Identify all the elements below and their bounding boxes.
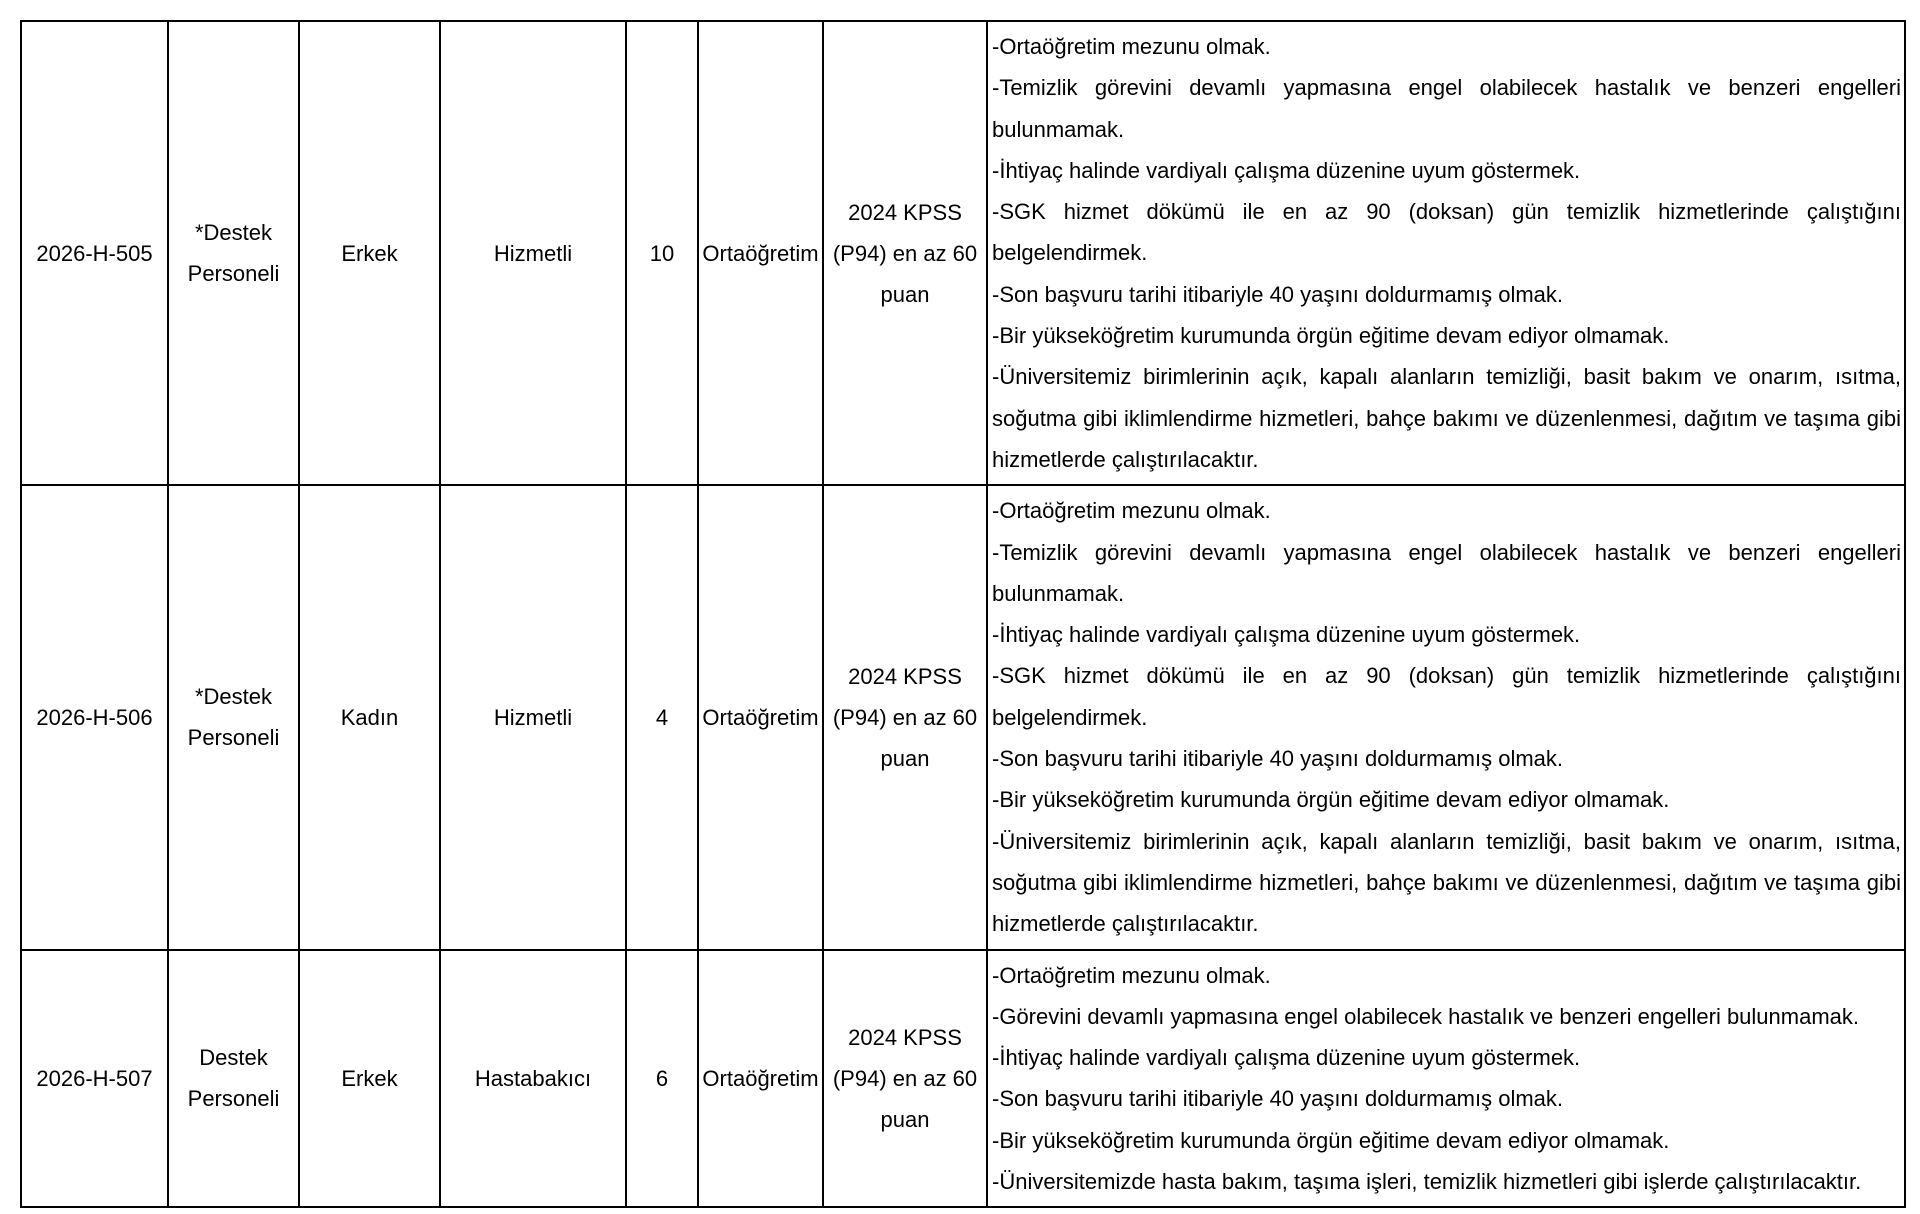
title-cell (440, 950, 626, 1208)
gender: Kadın (340, 704, 399, 730)
requirement-line: -Üniversitemiz birimlerinin açık, kapalı alanların temizliği, basit bakım ve onarım, ısıtma, (992, 364, 1901, 390)
position-code: 2026-H-505 (36, 240, 153, 266)
education-level: Ortaöğretim (702, 1065, 819, 1091)
table-row (21, 21, 1905, 485)
requirement-line: -Üniversitemizde hasta bakım, taşıma işleri, temizlik hizmetleri gibi işlerde çalıştırılacaktır. (992, 1169, 1862, 1195)
gender-cell (299, 485, 440, 949)
exam-line-3: puan (880, 1106, 930, 1132)
position-count: 10 (649, 240, 675, 266)
unit-line-1: Destek (199, 1045, 268, 1071)
table-row (21, 950, 1905, 1208)
position-code: 2026-H-506 (36, 704, 153, 730)
requirement-line: -SGK hizmet dökümü ile en az 90 (doksan) gün temizlik hizmetlerinde çalıştığını (992, 663, 1901, 689)
requirements-cell (987, 21, 1905, 485)
requirement-line: soğutma gibi iklimlendirme hizmetleri, bahçe bakımı ve düzenlenmesi, dağıtım ve taşıma gibi (992, 869, 1901, 895)
unit-line-2: Personeli (187, 725, 280, 751)
unit-line-1: *Destek (194, 220, 273, 246)
requirement-line: -Ortaöğretim mezunu olmak. (992, 498, 1271, 524)
title-cell (440, 21, 626, 485)
position-code: 2026-H-507 (36, 1065, 153, 1091)
position-title: Hastabakıcı (474, 1065, 592, 1091)
unit-line-2: Personeli (187, 1086, 280, 1112)
requirement-line: hizmetlerde çalıştırılacaktır. (992, 911, 1259, 937)
requirement-line: -Temizlik görevini devamlı yapmasına engel olabilecek hastalık ve benzeri engelleri (992, 75, 1901, 101)
position-title: Hizmetli (493, 240, 573, 266)
position-code-cell (21, 950, 168, 1208)
unit-line-2: Personeli (187, 261, 280, 287)
exam-cell (823, 21, 987, 485)
count-cell (626, 950, 698, 1208)
gender-cell (299, 21, 440, 485)
exam-line-2: (P94) en az 60 (832, 704, 978, 730)
requirement-line: -İhtiyaç halinde vardiyalı çalışma düzenine uyum göstermek. (992, 1045, 1581, 1071)
count-cell (626, 21, 698, 485)
exam-line-2: (P94) en az 60 (832, 1065, 978, 1091)
requirement-line: bulunmamak. (992, 580, 1125, 606)
requirements-cell (987, 950, 1905, 1208)
exam-line-1: 2024 KPSS (848, 1024, 962, 1050)
requirement-line: -İhtiyaç halinde vardiyalı çalışma düzenine uyum göstermek. (992, 622, 1581, 648)
position-code-cell (21, 21, 168, 485)
exam-line-3: puan (880, 281, 930, 307)
requirement-line: -Son başvuru tarihi itibariyle 40 yaşını doldurmamış olmak. (992, 746, 1564, 772)
education-level: Ortaöğretim (702, 704, 819, 730)
unit-cell (168, 485, 299, 949)
count-cell (626, 485, 698, 949)
requirement-line: belgelendirmek. (992, 240, 1148, 266)
document-page (20, 20, 1906, 1208)
gender-cell (299, 950, 440, 1208)
gender: Erkek (341, 240, 398, 266)
exam-line-1: 2024 KPSS (848, 663, 962, 689)
exam-cell (823, 485, 987, 949)
requirement-line: -İhtiyaç halinde vardiyalı çalışma düzenine uyum göstermek. (992, 157, 1581, 183)
requirement-line: -SGK hizmet dökümü ile en az 90 (doksan) gün temizlik hizmetlerinde çalıştığını (992, 199, 1901, 225)
requirement-line: -Üniversitemiz birimlerinin açık, kapalı alanların temizliği, basit bakım ve onarım, ısıtma, (992, 828, 1901, 854)
exam-line-2: (P94) en az 60 (832, 240, 978, 266)
unit-line-1: *Destek (194, 684, 273, 710)
requirement-line: belgelendirmek. (992, 704, 1148, 730)
requirement-line: -Temizlik görevini devamlı yapmasına engel olabilecek hastalık ve benzeri engelleri (992, 539, 1901, 565)
table-row (21, 485, 1905, 949)
title-cell (440, 485, 626, 949)
position-count: 4 (655, 704, 669, 730)
gender: Erkek (341, 1065, 398, 1091)
requirement-line: -Bir yükseköğretim kurumunda örgün eğitime devam ediyor olmamak. (992, 323, 1670, 349)
education-cell (698, 485, 823, 949)
requirement-line: -Ortaöğretim mezunu olmak. (992, 962, 1271, 988)
education-cell (698, 21, 823, 485)
requirement-line: -Bir yükseköğretim kurumunda örgün eğitime devam ediyor olmamak. (992, 1127, 1670, 1153)
education-level: Ortaöğretim (702, 240, 819, 266)
requirements-cell (987, 485, 1905, 949)
exam-line-1: 2024 KPSS (848, 199, 962, 225)
requirement-line: -Son başvuru tarihi itibariyle 40 yaşını doldurmamış olmak. (992, 1086, 1564, 1112)
unit-cell (168, 21, 299, 485)
requirement-line: -Görevini devamlı yapmasına engel olabilecek hastalık ve benzeri engelleri bulunmamak. (992, 1003, 1860, 1029)
position-title: Hizmetli (493, 704, 573, 730)
requirement-line: -Son başvuru tarihi itibariyle 40 yaşını doldurmamış olmak. (992, 281, 1564, 307)
unit-cell (168, 950, 299, 1208)
position-code-cell (21, 485, 168, 949)
education-cell (698, 950, 823, 1208)
requirement-line: soğutma gibi iklimlendirme hizmetleri, bahçe bakımı ve düzenlenmesi, dağıtım ve taşıma gibi (992, 405, 1901, 431)
requirement-line: hizmetlerde çalıştırılacaktır. (992, 446, 1259, 472)
requirement-line: bulunmamak. (992, 116, 1125, 142)
positions-table (20, 20, 1906, 1208)
requirement-line: -Ortaöğretim mezunu olmak. (992, 34, 1271, 59)
position-count: 6 (655, 1065, 669, 1091)
exam-cell (823, 950, 987, 1208)
requirement-line: -Bir yükseköğretim kurumunda örgün eğitime devam ediyor olmamak. (992, 787, 1670, 813)
exam-line-3: puan (880, 745, 930, 771)
